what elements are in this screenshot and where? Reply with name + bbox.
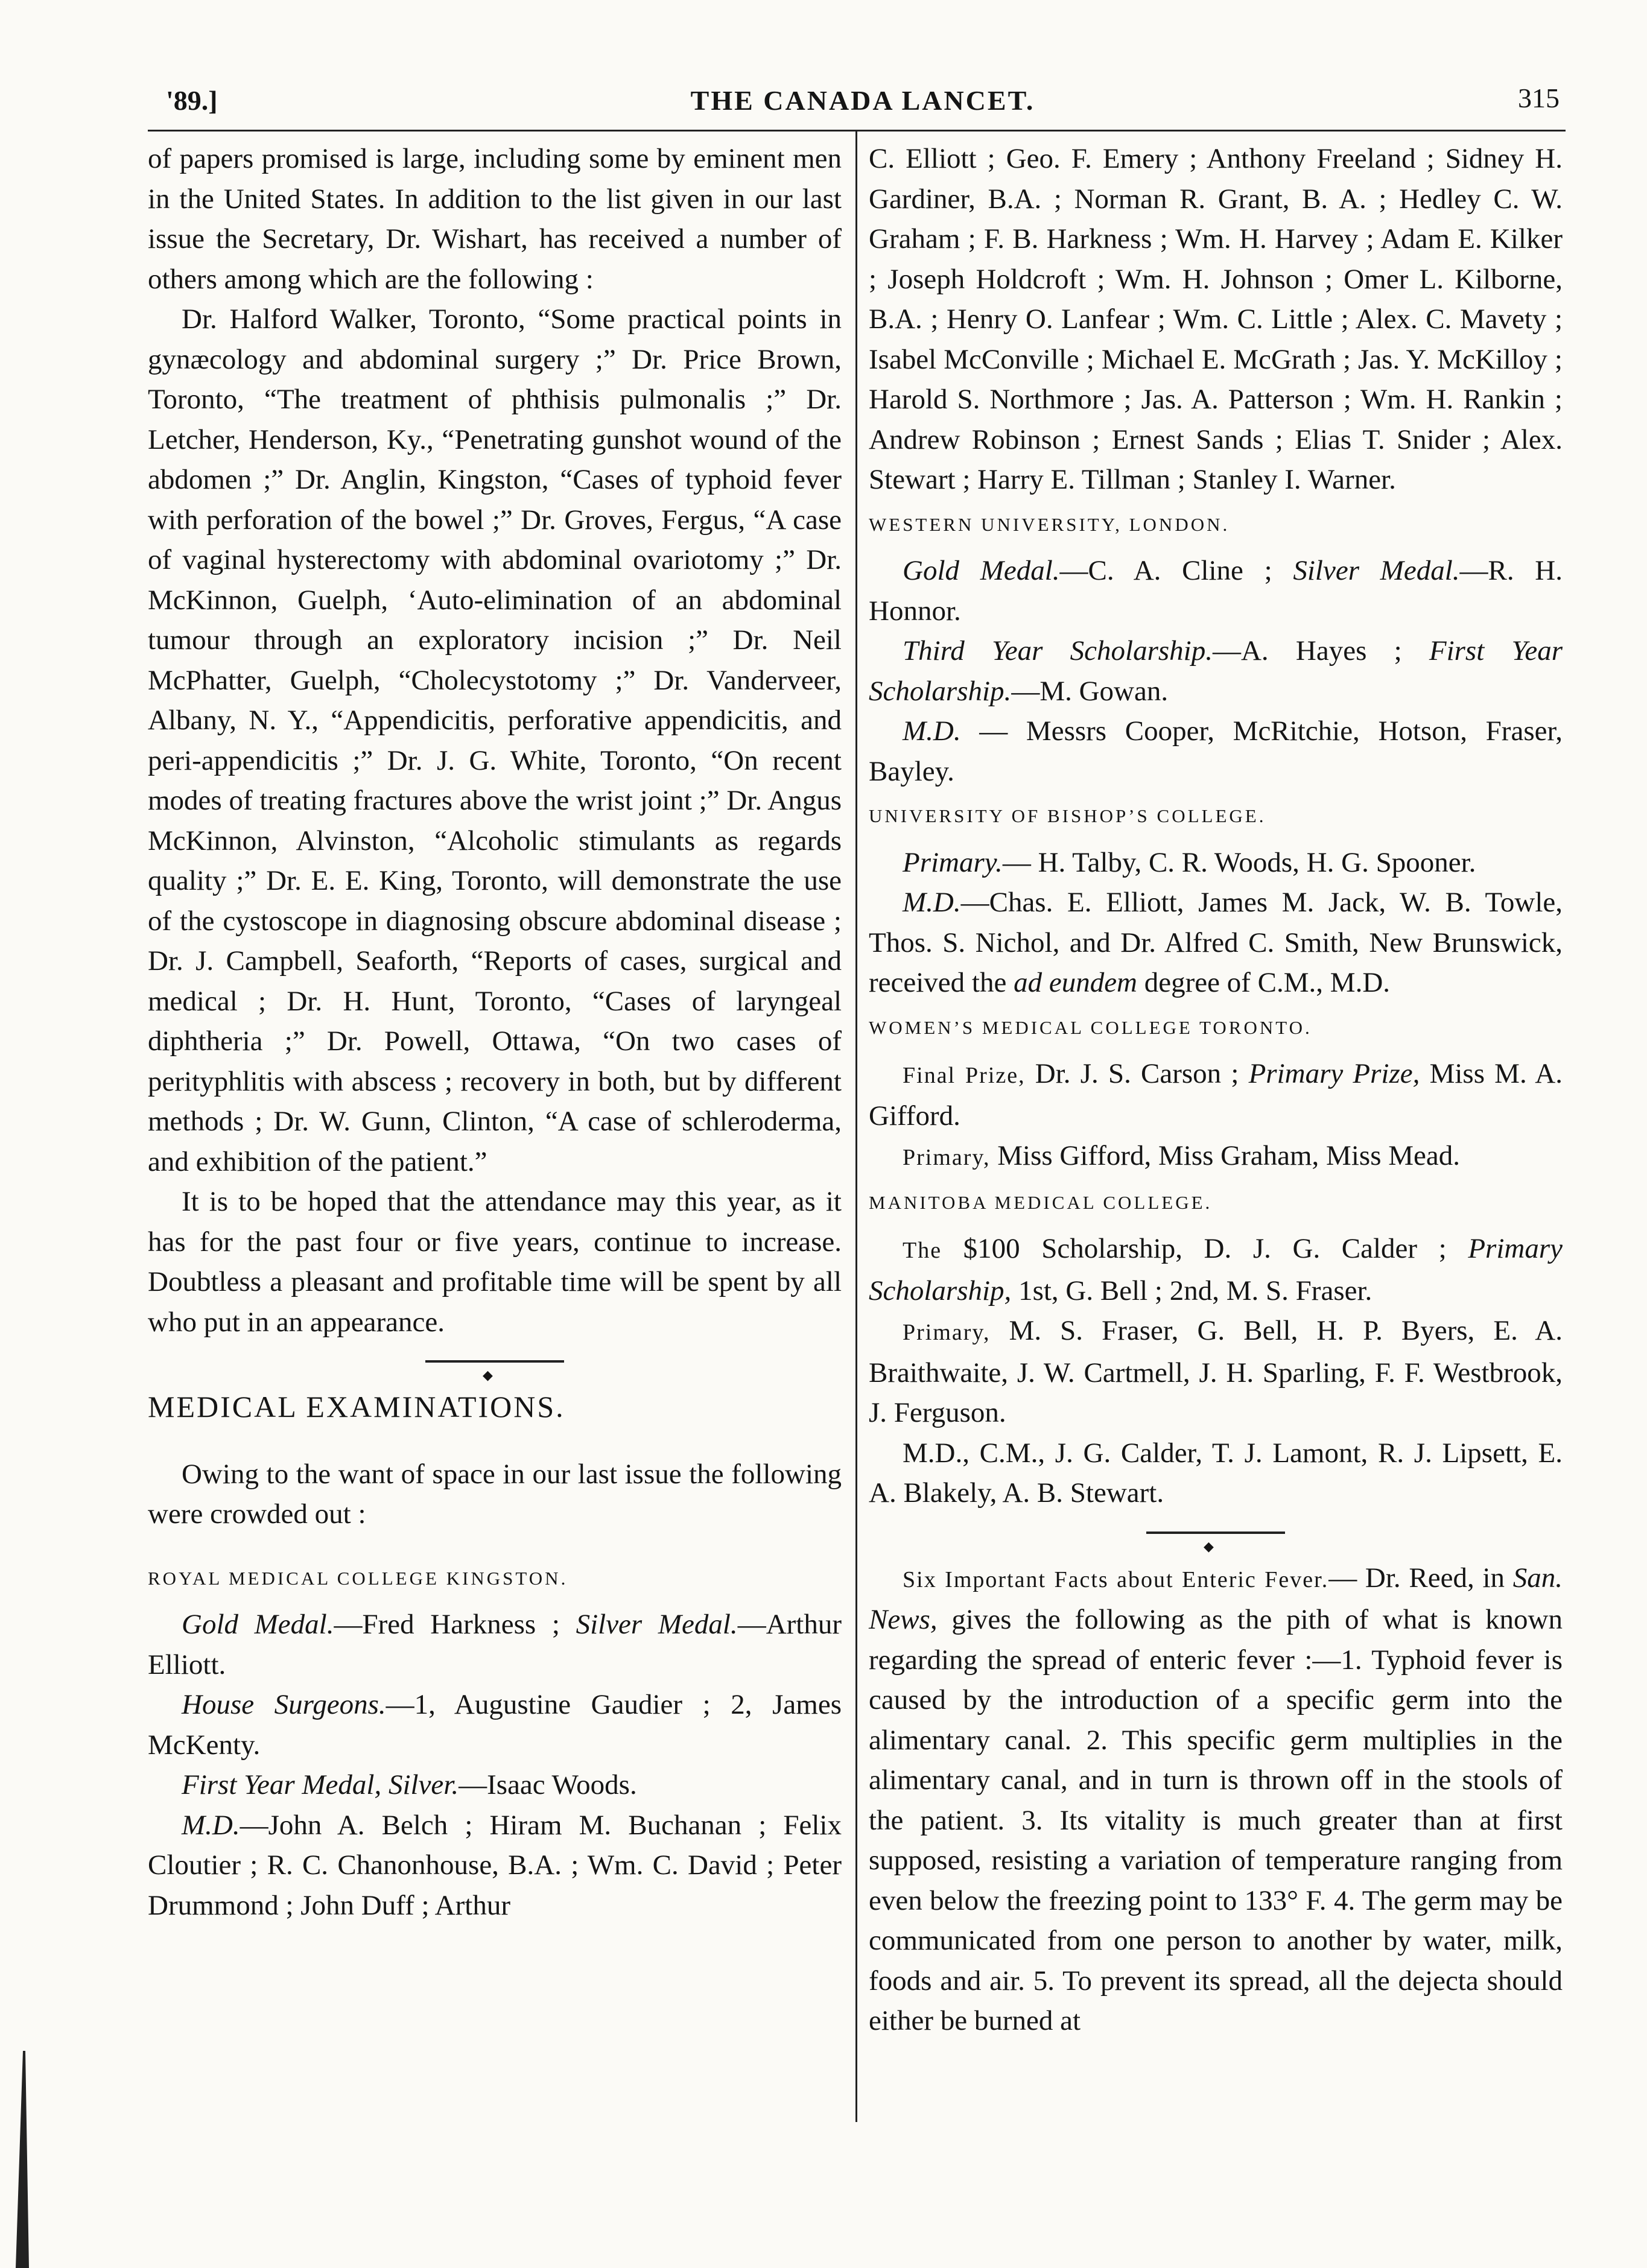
award-entry: First Year Medal, Silver.—Isaac Woods.: [182, 1769, 637, 1801]
college-heading: WOMEN’S MEDICAL COLLEGE TORONTO.: [869, 1016, 1312, 1038]
paragraph: Dr. Halford Walker, Toronto, “Some practical points in gynæcology and abdominal surgery ;” Dr. Price Brown, Toronto, “The treatment of phthisis pulmonalis ;” Dr. Letcher, Henderson, Ky., “Penetrating gunshot wound of the abdomen ;” Dr. Anglin, Kingston, “Cases of typhoid fever with perforation of the bowel ;” Dr. Groves, Fergus, “A case of vaginal hysterectomy with abdominal ovariotomy ;” Dr. McKinnon, Guelph, ‘Auto-elimination of an abdominal tumour through an exploratory incision ;” Dr. Neil McPhatter, Guelph, “Cholecystotomy ;” Dr. Vanderveer, Albany, N. Y., “Appendicitis, perforative appendicitis, and peri-appendicitis ;” Dr. J. G. White, Toronto, “On recent modes of treating fractures above the wrist joint ;” Dr. Angus McKinnon, Alvinston, “Alcoholic stimulants as regards quality ;” Dr. E. E. King, Toronto, will demonstrate the use of the cystoscope in diagnosing obscure abdominal disease ; Dr. J. Campbell, Seaforth, “Reports of cases, surgical and medical ; Dr. H. Hunt, Toronto, “Cases of laryngeal diphtheria ;” Dr. Powell, Ottawa, “On two cases of perityphlitis with abscess ; recovery in both, but by different methods ; Dr. W. Gunn, Clinton, “A case of schleroderma, and exhibition of the patient.”: [148, 303, 842, 1177]
column-rule: [855, 131, 857, 2122]
award-entry: Primary, Miss Gifford, Miss Graham, Miss Mead.: [903, 1140, 1460, 1171]
award-entry: C. Elliott ; Geo. F. Emery ; Anthony Freeland ; Sidney H. Gardiner, B.A. ; Norman R. Grant, B. A. ; Hedley C. W. Graham ; F. B. Harkness ; Wm. H. Harvey ; Adam E. Kilker ; Joseph Holdcroft ; Wm. H. Johnson ; Omer L. Kilborne, B.A. ; Henry O. Lanfear ; Wm. C. Little ; Alex. C. Mavety ; Isabel McConville ; Michael E. McGrath ; Jas. Y. McKilloy ; Harold S. Northmore ; Jas. A. Patterson ; Wm. H. Rankin ; Andrew Robinson ; Ernest Sands ; Elias T. Snider ; Alex. Stewart ; Harry E. Tillman ; Stanley I. Warner.: [869, 143, 1563, 495]
award-label: First Year Medal, Silver.: [182, 1769, 459, 1801]
award-label: House Surgeons.: [182, 1689, 386, 1720]
college-heading: MANITOBA MEDICAL COLLEGE.: [869, 1191, 1213, 1213]
award-entry: House Surgeons.—1, Augustine Gaudier ; 2, James McKenty.: [148, 1689, 842, 1761]
award-entry: M.D.—Chas. E. Elliott, James M. Jack, W. B. Towle, Thos. S. Nichol, and Dr. Alfred C. Smith, New Brunswick, received the ad eundem degree of C.M., M.D.: [869, 887, 1563, 998]
award-entry: M.D. — Messrs Cooper, McRitchie, Hotson, Fraser, Bayley.: [869, 715, 1563, 787]
section-divider: ◆: [425, 1360, 564, 1363]
award-entry: Gold Medal.—C. A. Cline ; Silver Medal.—R. H. Honnor.: [869, 555, 1563, 627]
award-entry: Third Year Scholarship.—A. Hayes ; First Year Scholarship.—M. Gowan.: [869, 635, 1563, 707]
section-title: MEDICAL EXAMINATIONS.: [148, 1390, 565, 1424]
header-year: '89.]: [166, 85, 218, 116]
award-label: Silver Medal.: [576, 1609, 738, 1640]
award-entry: M.D., C.M., J. G. Calder, T. J. Lamont, R. J. Lipsett, E. A. Blakely, A. B. Stewart.: [869, 1437, 1563, 1509]
award-entry: Primary.— H. Talby, C. R. Woods, H. G. Spooner.: [903, 846, 1476, 878]
award-entry: Primary, M. S. Fraser, G. Bell, H. P. Byers, E. A. Braithwaite, J. W. Cartmell, J. H. Sparling, F. F. Westbrook, J. Ferguson.: [869, 1315, 1563, 1428]
journal-title: THE CANADA LANCET.: [690, 85, 1035, 116]
paragraph: It is to be hoped that the attendance may this year, as it has for the past four or five years, continue to increase. Doubtless a pleasant and profitable time will be spent by all who put in an appearance.: [148, 1186, 842, 1338]
section-divider: ◆: [1146, 1532, 1285, 1534]
article-paragraph: Six Important Facts about Enteric Fever.— Dr. Reed, in San. News, gives the following as the pith of what is known regarding the spread of enteric fever :—1. Typhoid fever is caused by the introduction of a specific germ into the alimentary canal. 2. This specific germ multiplies in the alimentary canal, and in turn is thrown off in the stools of the patient. 3. Its vitality is much greater than at first supposed, resisting a variation of temperature ranging from even below the freezing point to 133° F. 4. The germ may be communicated from one person to another by water, milk, foods and air. 5. To prevent its spread, all the dejecta should either be burned at: [869, 1562, 1563, 2036]
article-title: Six Important Facts about Enteric Fever.: [903, 1566, 1329, 1592]
college-heading: ROYAL MEDICAL COLLEGE KINGSTON.: [148, 1567, 568, 1589]
right-column: [869, 139, 1563, 2041]
page-number: 315: [1518, 83, 1560, 113]
award-entry: Final Prize, Dr. J. S. Carson ; Primary Prize, Miss M. A. Gifford.: [869, 1058, 1563, 1132]
running-header: [160, 78, 1566, 127]
award-label: Gold Medal.: [182, 1609, 334, 1640]
award-label: M.D.: [182, 1809, 240, 1841]
award-entry: Gold Medal.—Fred Harkness ; Silver Medal.—Arthur Elliott.: [148, 1609, 842, 1680]
paragraph: Owing to the want of space in our last issue the following were crowded out :: [148, 1458, 842, 1530]
award-entry: M.D.—John A. Belch ; Hiram M. Buchanan ; Felix Cloutier ; R. C. Chanonhouse, B.A. ; Wm. C. David ; Peter Drummond ; John Duff ; Arthur: [148, 1809, 842, 1921]
paragraph: of papers promised is large, including some by eminent men in the United States. In addition to the list given in our last issue the Secretary, Dr. Wishart, has received a number of others among which are the following :: [148, 143, 842, 295]
college-heading: UNIVERSITY OF BISHOP’S COLLEGE.: [869, 805, 1266, 826]
left-column: [148, 139, 842, 1925]
award-entry: The $100 Scholarship, D. J. G. Calder ; Primary Scholarship, 1st, G. Bell ; 2nd, M. S. Fraser.: [869, 1233, 1563, 1307]
college-heading: WESTERN UNIVERSITY, LONDON.: [869, 513, 1230, 535]
page-edge-mark: [12, 2051, 48, 2268]
